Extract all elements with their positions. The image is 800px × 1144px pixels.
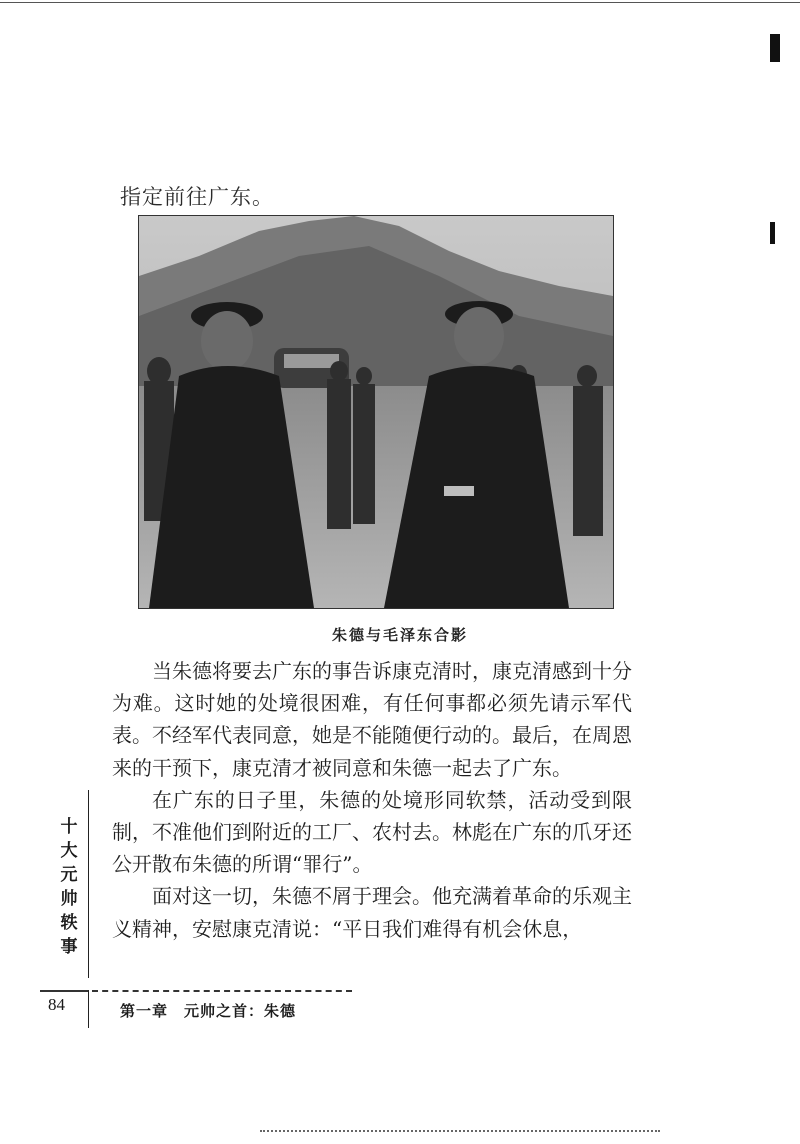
chapter-label: 第一章 元帅之首：朱德	[120, 1002, 297, 1020]
edge-mark-top	[770, 34, 780, 62]
footer-rule-left	[40, 990, 88, 992]
continued-text-line: 指定前往广东。	[120, 185, 274, 209]
photo-caption: 朱德与毛泽东合影	[331, 626, 468, 644]
paragraph: 在广东的日子里，朱德的处境形同软禁，活动受到限制，不准他们到附近的工厂、农村去。林彪在广东的爪牙还公开散布朱德的所谓“罪行”。	[112, 787, 632, 877]
side-title-rule	[88, 790, 89, 978]
paragraph: 面对这一切，朱德不屑于理会。他充满着革命的乐观主义精神，安慰康克清说：“平日我们难得有机会休息，	[112, 884, 632, 941]
footer-separator	[88, 990, 89, 1028]
side-title-char: 事	[60, 937, 78, 957]
page-number: 84	[48, 995, 65, 1014]
top-edge-rule	[0, 2, 800, 3]
paragraph: 当朱德将要去广东的事告诉康克清时，康克清感到十分为难。这时她的处境很困难，有任何事都必须先请示军代表。不经军代表同意，她是不能随便行动的。最后，在周恩来的干预下，康克清才被同意和朱德一起去了广东。	[112, 659, 632, 780]
scan-artifact	[260, 1130, 660, 1135]
photo-figure	[138, 215, 614, 609]
side-title-char: 元	[60, 865, 78, 885]
photo-figure-icon	[139, 216, 613, 608]
side-title-char: 轶	[60, 913, 78, 933]
side-title-char: 帅	[60, 889, 78, 909]
side-title-char: 大	[60, 841, 78, 861]
edge-mark-middle	[770, 222, 775, 244]
body-text	[112, 655, 632, 945]
side-title-char: 十	[60, 817, 78, 837]
footer-rule-dashed	[92, 990, 352, 992]
side-book-title	[56, 815, 82, 959]
